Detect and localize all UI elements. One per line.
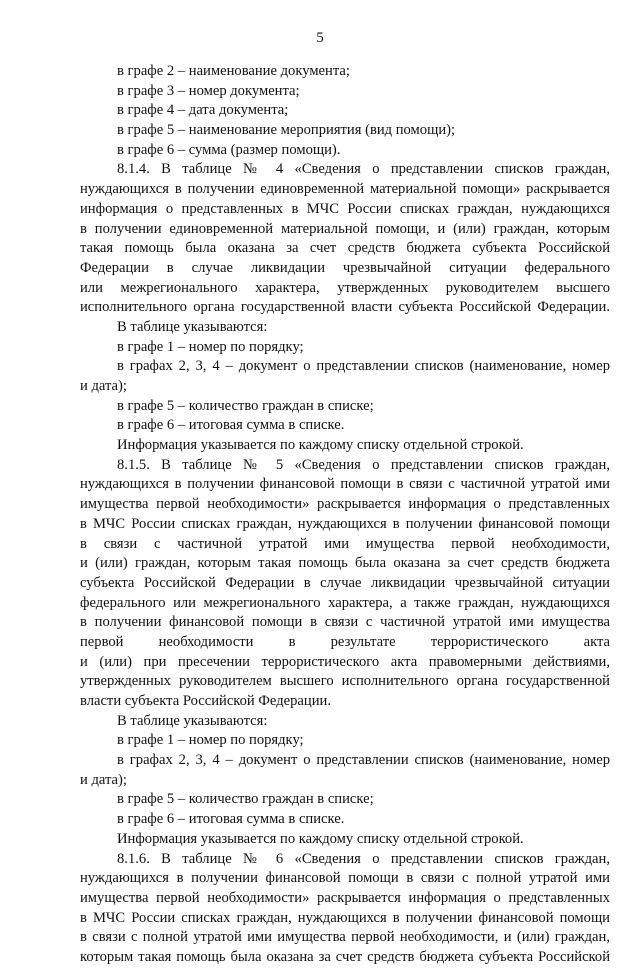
page-number: 5 — [316, 30, 324, 46]
text-line: и дата); — [80, 771, 127, 788]
text-line: в графе 5 – количество граждан в списке; — [117, 397, 374, 414]
text-line: в графе 4 – дата документа; — [117, 102, 289, 119]
text-line: в графе 6 – сумма (размер помощи). — [117, 141, 341, 158]
text-line: 8.1.4. В таблице № 4 «Сведения о представлении списков граждан, — [117, 161, 610, 178]
text-line: Информация указывается по каждому списку отдельной строкой. — [117, 830, 524, 847]
text-line: информация о представленных в МЧС России списках граждан, нуждающихся — [80, 200, 610, 217]
text-line: 8.1.6. В таблице № 6 «Сведения о представлении списков граждан, — [117, 850, 610, 867]
text-line: В таблице указываются: — [117, 712, 268, 729]
text-line: имущества первой необходимости» раскрывается информация о представленных — [80, 496, 610, 513]
text-line: Информация указывается по каждому списку отдельной строкой. — [117, 437, 524, 454]
text-line: и (или) при пресечении террористического акта правомерными действиями, — [80, 653, 610, 670]
text-line: нуждающихся в получении финансовой помощи в связи с полной утратой ими — [80, 870, 610, 887]
text-line: 8.1.5. В таблице № 5 «Сведения о представлении списков граждан, — [117, 456, 610, 473]
text-line: в графах 2, 3, 4 – документ о представлении списков (наименование, номер — [117, 752, 610, 769]
text-line: в получении финансовой помощи в связи с частичной утратой ими имущества — [80, 614, 610, 631]
text-line: такая помощь была оказана за счет средств бюджета субъекта Российской — [80, 240, 610, 257]
text-line: нуждающихся в получении финансовой помощи в связи с частичной утратой ими — [80, 476, 610, 493]
text-line: или межрегионального характера, утвержденных руководителем высшего — [80, 279, 610, 296]
text-line: в графе 1 – номер по порядку; — [117, 338, 304, 355]
text-line: в графе 5 – количество граждан в списке; — [117, 791, 374, 808]
text-line: в связи с полной утратой ими имущества первой необходимости, и (или) граждан, — [80, 929, 610, 946]
text-line: Федерации в случае ликвидации чрезвычайной ситуации федерального — [80, 259, 610, 276]
text-line: в графе 5 – наименование мероприятия (вид помощи); — [117, 122, 456, 139]
text-line: первой необходимости в результате террористического акта — [80, 633, 610, 650]
text-line: в МЧС России списках граждан, нуждающихся в получении финансовой помощи — [80, 909, 610, 926]
text-line: в графе 3 – номер документа; — [117, 82, 300, 99]
text-line: которым такая помощь была оказана за счет средств бюджета субъекта Российской — [80, 948, 610, 965]
text-line: В таблице указываются: — [117, 318, 268, 335]
text-line: в получении единовременной материальной помощи, и (или) граждан, которым — [80, 220, 610, 237]
text-line: и дата); — [80, 378, 127, 394]
text-line: и (или) граждан, которым такая помощь была оказана за счет средств бюджета — [80, 555, 610, 572]
document-body — [80, 62, 610, 968]
text-line: власти субъекта Российской Федерации. — [80, 693, 331, 709]
text-line: в графах 2, 3, 4 – документ о представлении списков (наименование, номер — [117, 358, 610, 375]
text-line: в графе 6 – итоговая сумма в списке. — [117, 417, 345, 434]
text-line: исполнительного органа государственной власти субъекта Российской Федерации. — [80, 299, 610, 316]
text-line: имущества первой необходимости» раскрывается информация о представленных — [80, 889, 610, 906]
text-line: субъекта Российской Федерации в случае ликвидации чрезвычайной ситуации — [80, 574, 610, 591]
text-line: федерального или межрегионального характера, а также граждан, нуждающихся — [80, 594, 610, 611]
text-line: в МЧС России списках граждан, нуждающихся в получении финансовой помощи — [80, 515, 610, 532]
text-line: в связи с частичной утратой ими имущества первой необходимости, — [80, 535, 610, 552]
text-line: нуждающихся в получении единовременной материальной помощи» раскрывается — [80, 181, 610, 198]
text-line: в графе 6 – итоговая сумма в списке. — [117, 811, 345, 828]
text-line: в графе 1 – номер по порядку; — [117, 732, 304, 749]
text-line: в графе 2 – наименование документа; — [117, 63, 350, 79]
text-line: утвержденных руководителем высшего исполнительного органа государственной — [80, 673, 610, 690]
